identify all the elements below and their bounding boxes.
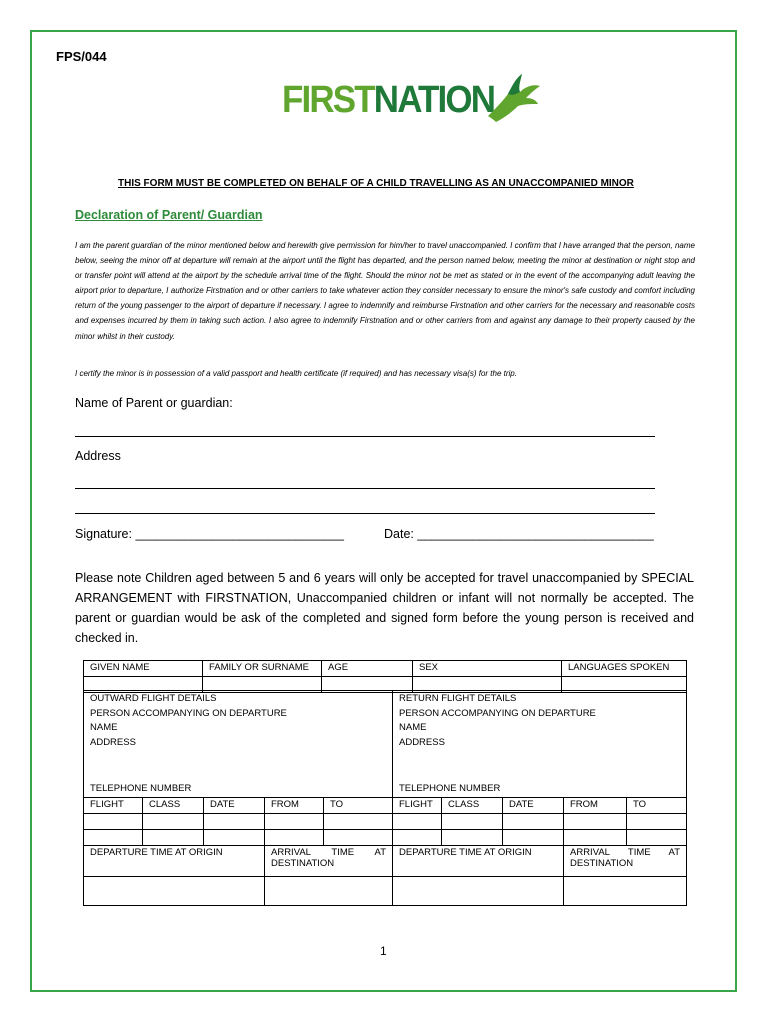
- flight-cell[interactable]: [324, 814, 393, 830]
- outward-class-header: CLASS: [143, 798, 204, 814]
- languages-header: LANGUAGES SPOKEN: [562, 661, 687, 677]
- flight-cell[interactable]: [265, 814, 324, 830]
- address-label: Address: [75, 449, 121, 463]
- return-name-label: NAME: [399, 722, 427, 733]
- outward-departure-time-label: DEPARTURE TIME AT ORIGIN: [84, 846, 265, 877]
- flight-cell[interactable]: [442, 830, 503, 846]
- return-address-label: ADDRESS: [399, 736, 445, 748]
- sex-header: SEX: [413, 661, 562, 677]
- parent-name-line[interactable]: [75, 436, 655, 437]
- declaration-title: Declaration of Parent/ Guardian: [75, 208, 263, 222]
- declaration-certify: I certify the minor is in possession of a valid passport and health certificate (if required) and has necessary visa(s) for the trip.: [75, 369, 517, 378]
- outward-address-label: ADDRESS: [90, 736, 136, 748]
- outward-from-header: FROM: [265, 798, 324, 814]
- return-departure-time-cell[interactable]: [393, 877, 564, 906]
- signature-field[interactable]: Signature: ______________________________: [75, 527, 345, 541]
- address-line-2[interactable]: [75, 513, 655, 514]
- return-departure-time-label: DEPARTURE TIME AT ORIGIN: [393, 846, 564, 877]
- flight-cell[interactable]: [204, 814, 265, 830]
- return-class-header: CLASS: [442, 798, 503, 814]
- age-note: Please note Children aged between 5 and 6 years will only be accepted for travel unaccompanied by SPECIAL ARRANGEMENT with FIRSTNATION, Unaccompanied children or infant will not normally be accepted. The parent or guardian would be ask of the completed and signed form before the young person is received and checked in.: [75, 571, 694, 645]
- parent-name-label: Name of Parent or guardian:: [75, 396, 233, 410]
- flight-cell[interactable]: [627, 814, 687, 830]
- return-to-header: TO: [627, 798, 687, 814]
- return-flight-header: FLIGHT: [393, 798, 442, 814]
- flight-cell[interactable]: [143, 814, 204, 830]
- given-name-header: GIVEN NAME: [84, 661, 203, 677]
- logo-text-second: NATION: [373, 79, 495, 121]
- logo-wordmark: [282, 80, 494, 120]
- outward-telephone-label[interactable]: TELEPHONE NUMBER: [84, 783, 393, 798]
- flight-cell[interactable]: [265, 830, 324, 846]
- flight-cell[interactable]: [84, 830, 143, 846]
- flight-cell[interactable]: [324, 830, 393, 846]
- flight-cell[interactable]: [143, 830, 204, 846]
- outward-date-header: DATE: [204, 798, 265, 814]
- flight-cell[interactable]: [564, 830, 627, 846]
- date-field[interactable]: Date: __________________________________: [384, 527, 654, 541]
- flight-cell[interactable]: [503, 814, 564, 830]
- outward-arrival-time-cell[interactable]: [265, 877, 393, 906]
- flight-cell[interactable]: [84, 814, 143, 830]
- address-line-1[interactable]: [75, 488, 655, 489]
- logo-text-first: FIRST: [282, 79, 374, 121]
- flight-cell[interactable]: [393, 814, 442, 830]
- return-date-header: DATE: [503, 798, 564, 814]
- firstnation-logo: [282, 72, 542, 128]
- flight-cell[interactable]: [393, 830, 442, 846]
- age-header: AGE: [322, 661, 413, 677]
- return-arrival-time-label: ARRIVAL TIME AT DESTINATION: [564, 846, 687, 877]
- return-telephone-label[interactable]: TELEPHONE NUMBER: [393, 783, 687, 798]
- outward-details-cell[interactable]: [84, 691, 393, 784]
- bird-logo-icon: [482, 72, 542, 128]
- flight-cell[interactable]: [564, 814, 627, 830]
- flight-cell[interactable]: [503, 830, 564, 846]
- return-from-header: FROM: [564, 798, 627, 814]
- form-headline: THIS FORM MUST BE COMPLETED ON BEHALF OF A CHILD TRAVELLING AS AN UNACCOMPANIED MINOR: [118, 178, 634, 189]
- outward-flight-header: FLIGHT: [84, 798, 143, 814]
- form-code: FPS/044: [56, 49, 107, 64]
- family-name-header: FAMILY OR SURNAME: [203, 661, 322, 677]
- outward-arrival-time-label: ARRIVAL TIME AT DESTINATION: [265, 846, 393, 877]
- outward-title: OUTWARD FLIGHT DETAILS: [90, 693, 217, 704]
- outward-to-header: TO: [324, 798, 393, 814]
- return-arrival-time-cell[interactable]: [564, 877, 687, 906]
- return-person-label: PERSON ACCOMPANYING ON DEPARTURE: [399, 707, 596, 719]
- minor-details-table: [83, 660, 687, 693]
- flight-cell[interactable]: [204, 830, 265, 846]
- flight-details-table: [83, 690, 687, 906]
- outward-name-label: NAME: [90, 722, 118, 733]
- page-number: 1: [380, 944, 387, 958]
- outward-departure-time-cell[interactable]: [84, 877, 265, 906]
- flight-cell[interactable]: [627, 830, 687, 846]
- outward-person-label: PERSON ACCOMPANYING ON DEPARTURE: [90, 707, 287, 719]
- flight-cell[interactable]: [442, 814, 503, 830]
- declaration-body: I am the parent guardian of the minor mentioned below and herewith give permission for him/her to travel unaccompanied. I confirm that I have arranged that the person, name below, seeing the minor off at departure will remain at the airport until the flight has departed, and the person named below, meeting the minor at destination or night stop and or transfer point will attend at the airport by the schedule arrival time of the flight. Should the minor not be met as stated or in the event of the accompanying adult leaving the airport prior to departure, I authorize Firstnation and or other carriers to take whatever action they consider necessary to ensure the minor's safe custody and comfort including return of the young passenger to the airport of departure if necessary. I agree to indemnify and reimburse Firstnation and other carriers for the necessary and reasonable costs and expenses incurred by them in taking such action. I also agree to indemnify Firstnation and or other carriers from and against any damage to their property caused by the minor whilst in their custody.: [75, 241, 695, 341]
- return-title: RETURN FLIGHT DETAILS: [399, 693, 517, 704]
- return-details-cell[interactable]: [393, 691, 687, 784]
